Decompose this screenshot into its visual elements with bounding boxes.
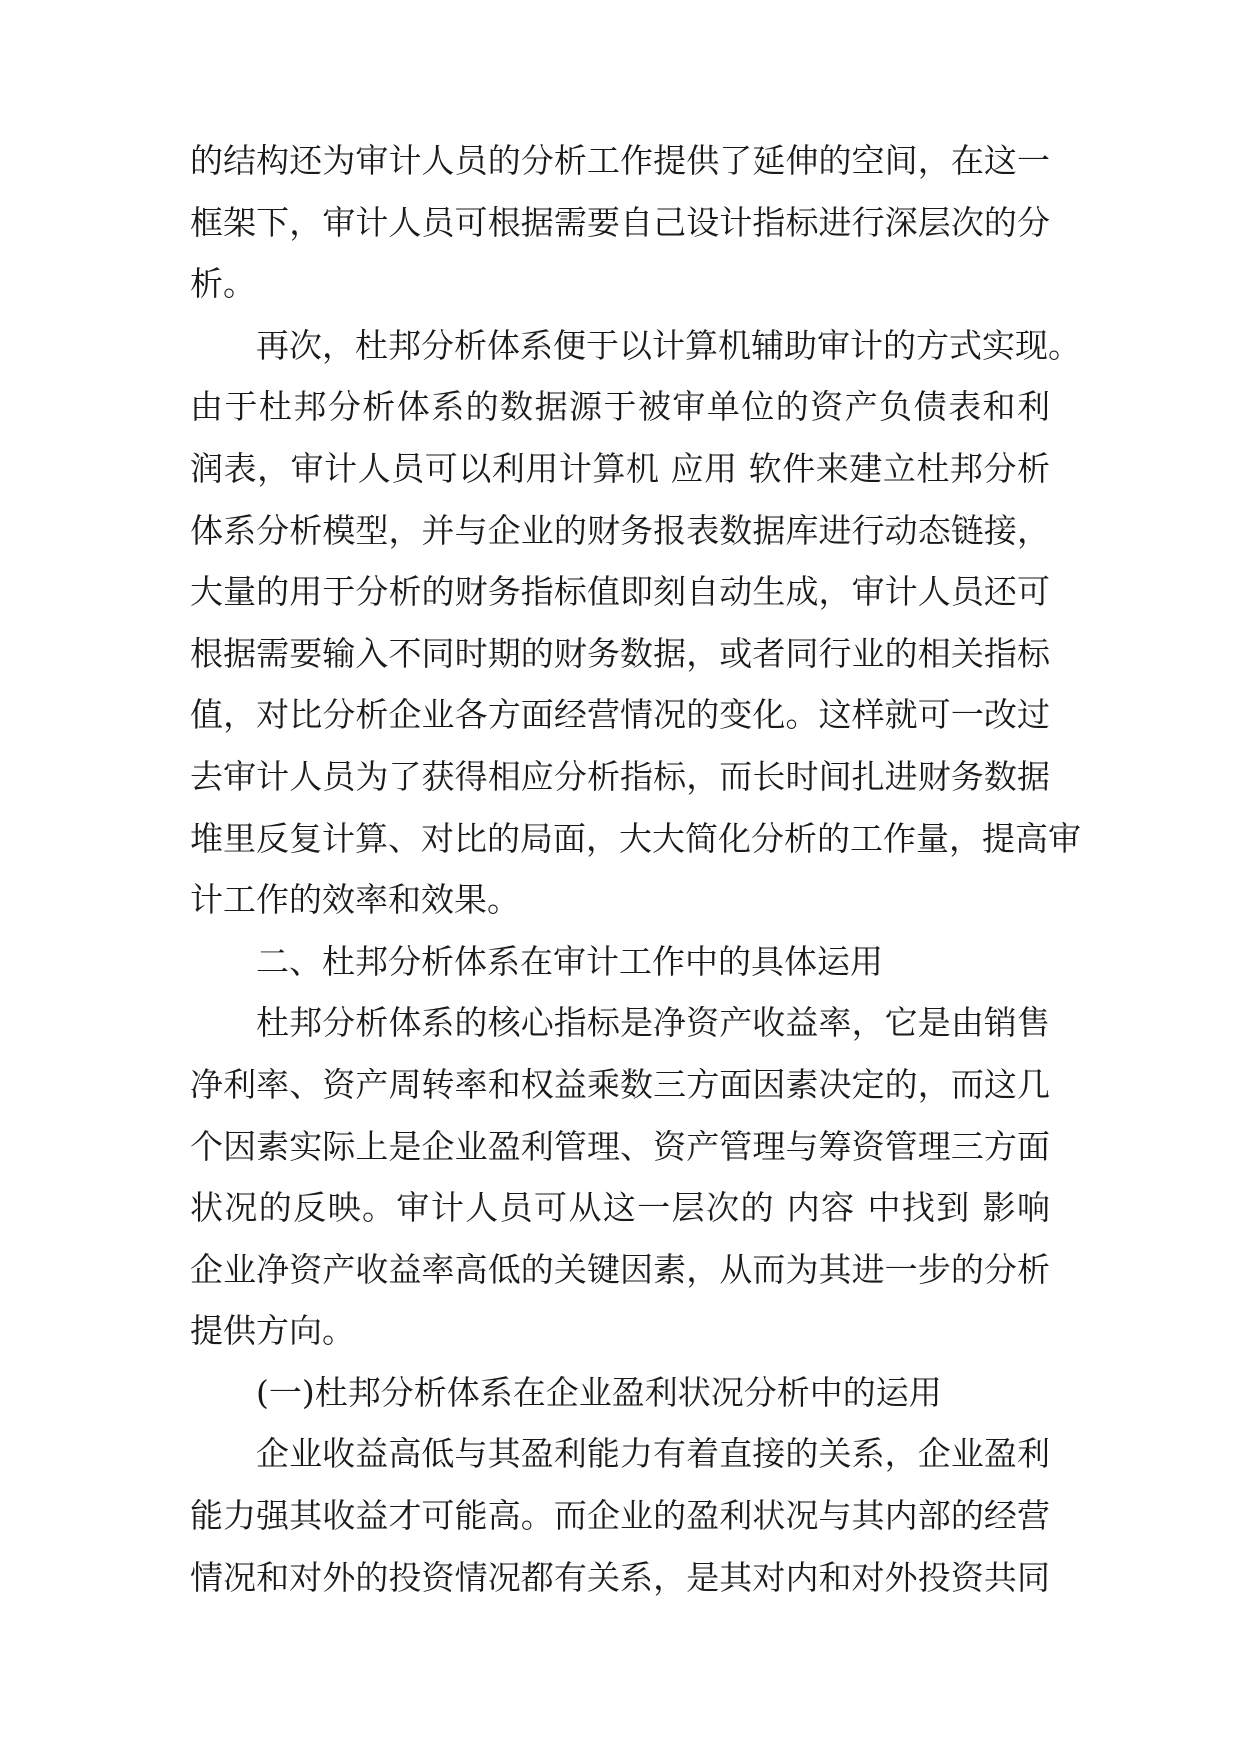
- text-line: 堆里反复计算、对比的局面，大大简化分析的工作量，提高审: [190, 818, 1081, 858]
- text-line: 根据需要输入不同时期的财务数据，或者同行业的相关指标: [190, 633, 1050, 673]
- text-line: 值，对比分析企业各方面经营情况的变化。这样就可一改过: [190, 695, 1050, 735]
- text-line: 析。: [190, 264, 256, 304]
- text-line: 情况和对外的投资情况都有关系，是其对内和对外投资共同: [190, 1557, 1050, 1597]
- text-line: 去审计人员为了获得相应分析指标，而长时间扎进财务数据: [190, 756, 1050, 796]
- text-line: 的结构还为审计人员的分析工作提供了延伸的空间，在这一: [190, 141, 1050, 180]
- text-line: 大量的用于分析的财务指标值即刻自动生成，审计人员还可: [190, 572, 1050, 612]
- text-line: 再次，杜邦分析体系便于以计算机辅助审计的方式实现。: [256, 325, 1081, 365]
- text-line: 体系分析模型，并与企业的财务报表数据库进行动态链接，: [190, 510, 1050, 550]
- text-line: 由于杜邦分析体系的数据源于被审单位的资产负债表和利: [190, 387, 1050, 427]
- text-line: 个因素实际上是企业盈利管理、资产管理与筹资管理三方面: [190, 1126, 1050, 1166]
- text-line: 企业净资产收益率高低的关键因素，从而为其进一步的分析: [190, 1249, 1050, 1289]
- text-line: 框架下，审计人员可根据需要自己设计指标进行深层次的分: [190, 202, 1050, 242]
- document-page: [190, 130, 1081, 1608]
- text-line: 状况的反映。审计人员可从这一层次的 内容 中找到 影响: [190, 1188, 1050, 1228]
- section-heading: 二、杜邦分析体系在审计工作中的具体运用: [256, 941, 883, 981]
- text-line: 润表，审计人员可以利用计算机 应用 软件来建立杜邦分析: [190, 448, 1050, 488]
- text-line: 能力强其收益才可能高。而企业的盈利状况与其内部的经营: [190, 1496, 1050, 1536]
- subsection-heading: (一)杜邦分析体系在企业盈利状况分析中的运用: [256, 1372, 942, 1412]
- text-line: 净利率、资产周转率和权益乘数三方面因素决定的，而这几: [190, 1064, 1050, 1104]
- text-line: 企业收益高低与其盈利能力有着直接的关系，企业盈利: [256, 1434, 1050, 1474]
- text-line: 杜邦分析体系的核心指标是净资产收益率，它是由销售: [256, 1003, 1050, 1043]
- text-line: 计工作的效率和效果。: [190, 880, 520, 920]
- text-line: 提供方向。: [190, 1311, 355, 1351]
